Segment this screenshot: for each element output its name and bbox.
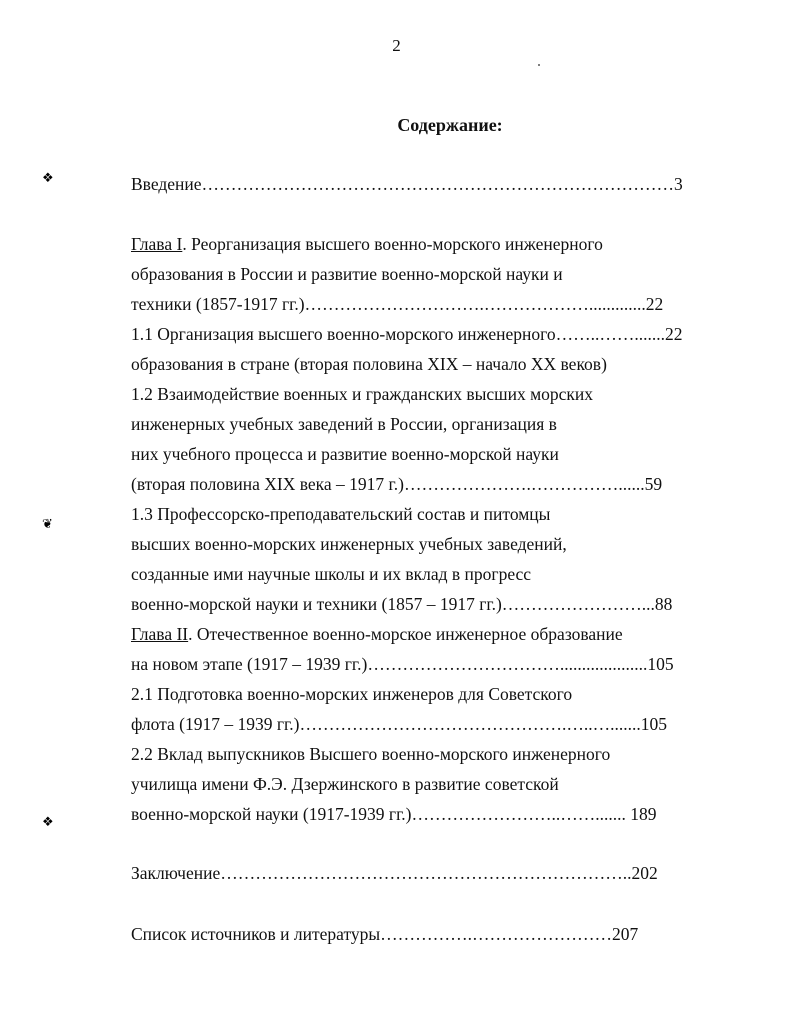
toc-entry-chapter-1-line: техники (1857-1917 гг.)………………………….……………….............22 <box>131 294 664 314</box>
toc-entry-chapter-2 <box>131 624 623 644</box>
margin-mark: ❦ <box>42 516 53 531</box>
toc-entry-section-1-3-line: высших военно-морских инженерных учебных заведений, <box>131 534 567 554</box>
scan-speck <box>538 64 540 66</box>
toc-entry-section-1-1: 1.1 Организация высшего военно-морского инженерного……..…….......22 <box>131 324 683 344</box>
toc-entry-section-1-2: 1.2 Взаимодействие военных и гражданских высших морских <box>131 384 594 404</box>
toc-entry-section-1-3-line: созданные ими научные школы и их вклад в прогресс <box>131 564 532 584</box>
chapter-1-title: . Реорганизация высшего военно-морского инженерного <box>182 234 603 254</box>
chapter-2-label: Глава II <box>131 624 189 644</box>
toc-entry-sources: Список источников и литературы…………….……………………207 <box>131 924 639 944</box>
page-title: Содержание: <box>397 115 503 135</box>
toc-entry-section-2-1: 2.1 Подготовка военно-морских инженеров для Советского <box>131 684 573 704</box>
chapter-1-label: Глава I <box>131 234 183 254</box>
toc-entry-section-1-2-line: них учебного процесса и развитие военно-морской науки <box>131 444 559 464</box>
toc-entry-introduction: Введение………………………………………………………………………3 <box>131 174 683 194</box>
toc-entry-section-2-2-line: военно-морской науки (1917-1939 гг.)……………………..……....... 189 <box>131 804 657 824</box>
toc-entry-section-1-3-line: военно-морской науки и техники (1857 – 1917 гг.)……………………...88 <box>131 594 673 614</box>
chapter-2-title: . Отечественное военно-морское инженерное образование <box>188 624 623 644</box>
toc-entry-section-2-1-line: флота (1917 – 1939 гг.)……………………………………….…..….......105 <box>131 714 667 734</box>
toc-entry-section-1-2-line: инженерных учебных заведений в России, организация в <box>131 414 557 434</box>
toc-entry-chapter-1-line: образования в России и развитие военно-морской науки и <box>131 264 563 284</box>
page-number: 2 <box>392 36 401 55</box>
toc-entry-section-1-2-line: (вторая половина XIX века – 1917 г.)………………….……………......59 <box>131 474 663 494</box>
toc-entry-chapter-1 <box>131 234 603 254</box>
toc-entry-section-2-2-line: училища имени Ф.Э. Дзержинского в развитие советской <box>131 774 559 794</box>
toc-entry-section-1-1-line: образования в стране (вторая половина XIX – начало XX веков) <box>131 354 607 374</box>
margin-mark: ❖ <box>42 170 54 185</box>
margin-mark: ❖ <box>42 814 54 829</box>
toc-entry-chapter-2-line: на новом этапе (1917 – 1939 гг.)……………………………....................105 <box>131 654 674 674</box>
toc-entry-conclusion: Заключение……………………………………………………………..202 <box>131 863 658 883</box>
toc-entry-section-2-2: 2.2 Вклад выпускников Высшего военно-морского инженерного <box>131 744 611 764</box>
toc-entry-section-1-3: 1.3 Профессорско-преподавательский состав и питомцы <box>131 504 551 524</box>
